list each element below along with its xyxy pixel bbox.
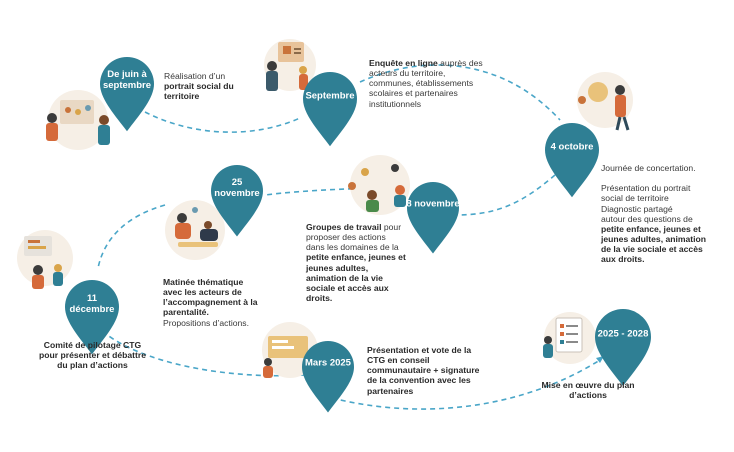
bold-segment: jeunes adultes, [306,262,369,273]
text-line [30,360,155,370]
text-line [369,88,489,98]
bold-segment: parentalité. [163,307,209,318]
text-line [601,204,707,214]
milestone-text-mars-2025 [367,345,492,396]
milestone-text-juin-septembre [164,71,254,101]
text-segment: autour des questions de [601,213,693,224]
text-segment: institutionnels [369,98,422,109]
pin-label-septembre: Septembre [305,90,355,102]
milestone-text-2025-2028 [538,380,638,400]
milestone-text-25-novembre [163,277,273,328]
bold-segment: droits. [306,292,333,303]
text-line [367,375,492,385]
text-line [306,293,408,303]
text-line [601,163,707,173]
text-line [164,91,254,101]
text-segment: auprès des [437,58,483,68]
text-line [30,340,155,350]
plan-checklist-icon [543,312,596,364]
text-line [30,350,155,360]
text-line [601,234,707,244]
text-segment: communes, établissements [369,78,474,89]
text-line [367,345,492,355]
bold-segment: pour présenter et débattre [39,350,146,361]
pin-4-octobre [545,123,599,197]
text-segment: Diagnostic partagé [601,203,673,214]
bold-segment: territoire [164,91,200,102]
text-line [163,297,273,307]
milestone-text-4-octobre [601,163,707,264]
text-line [601,224,707,234]
committee-icon [17,230,73,289]
people-portrait-icon [46,90,110,150]
text-line [369,99,489,109]
text-segment: Présentation du portrait [601,183,691,194]
text-line [369,78,489,88]
pin-label-juin-septembre: De juin à septembre [102,69,152,91]
text-line [306,263,408,273]
bold-segment: sociale et accès aux [306,282,389,293]
text-line [306,283,408,293]
text-segment: social de territoire [601,193,669,204]
pin-label-8-novembre: 8 novembre [406,198,460,210]
text-segment: Réalisation d’un [164,71,226,81]
bold-segment: portrait social du [164,81,234,92]
text-line [538,390,638,400]
text-line [163,307,273,317]
bold-segment: animation de la vie [306,272,383,283]
pin-2025-2028 [595,309,651,386]
milestone-text-septembre [369,58,489,109]
text-segment: dans les domaines de la [306,242,399,253]
milestone-text-11-decembre [30,340,155,370]
text-segment: scolaires et partenaires [369,88,458,99]
bold-segment: Mise en œuvre du plan [541,380,635,390]
bold-segment: de la convention avec les [367,375,471,386]
text-segment: proposer des actions [306,232,386,243]
bold-segment: Matinée thématique [163,277,244,287]
text-line [367,355,492,365]
bold-segment: Présentation et vote de la [367,345,472,355]
text-line [601,173,707,183]
text-line [601,193,707,203]
text-line [163,318,273,328]
pin-8-novembre [407,182,459,254]
bold-segment: partenaires [367,385,414,396]
bold-segment: Comité de pilotage CTG [43,340,142,350]
text-line [164,81,254,91]
bold-segment: jeunes adultes, animation [601,233,707,244]
parenting-icon [165,200,225,260]
bold-segment: communautaire + signature [367,365,480,376]
bold-segment: Enquête en ligne [369,58,438,68]
bold-segment: petite enfance, jeunes et [306,252,406,263]
pin-mars-2025 [302,341,354,413]
text-line [367,386,492,396]
text-line [306,273,408,283]
bold-segment: de la vie sociale et accès [601,244,703,255]
bold-segment: l’accompagnement à la [163,297,258,308]
pin-label-25-novembre: 25 novembre [214,177,260,199]
text-segment: pour [381,222,402,232]
bold-segment: CTG en conseil [367,355,430,366]
text-line [601,244,707,254]
text-line [306,252,408,262]
pin-label-4-octobre: 4 octobre [550,141,594,153]
bold-segment: petite enfance, jeunes et [601,223,701,234]
text-line [601,183,707,193]
text-line [601,254,707,264]
text-line [367,365,492,375]
bold-segment: avec les acteurs de [163,287,242,298]
text-line [306,232,408,242]
text-line [369,68,489,78]
bold-segment: du plan d’actions [57,360,128,371]
bold-segment: Groupes de travail [306,222,382,232]
text-line [163,287,273,297]
milestone-text-8-novembre [306,222,408,303]
text-line [163,277,273,287]
pin-label-11-decembre: 11 décembre [69,293,115,315]
text-segment: acteurs du territoire, [369,68,446,79]
text-line [369,58,489,68]
text-segment: Propositions d’actions. [163,317,249,328]
text-line [306,242,408,252]
text-line [601,214,707,224]
concertation-icon [577,72,633,130]
text-line [306,222,408,232]
bold-segment: aux droits. [601,254,645,265]
working-group-icon [348,155,410,215]
bold-segment: d’actions [569,390,607,401]
text-line [538,380,638,390]
pin-label-mars-2025: Mars 2025 [305,357,351,369]
text-segment: Journée de concertation. [601,163,696,173]
pin-label-2025-2028: 2025 - 2028 [597,328,649,340]
text-line [164,71,254,81]
pin-septembre [303,72,357,146]
